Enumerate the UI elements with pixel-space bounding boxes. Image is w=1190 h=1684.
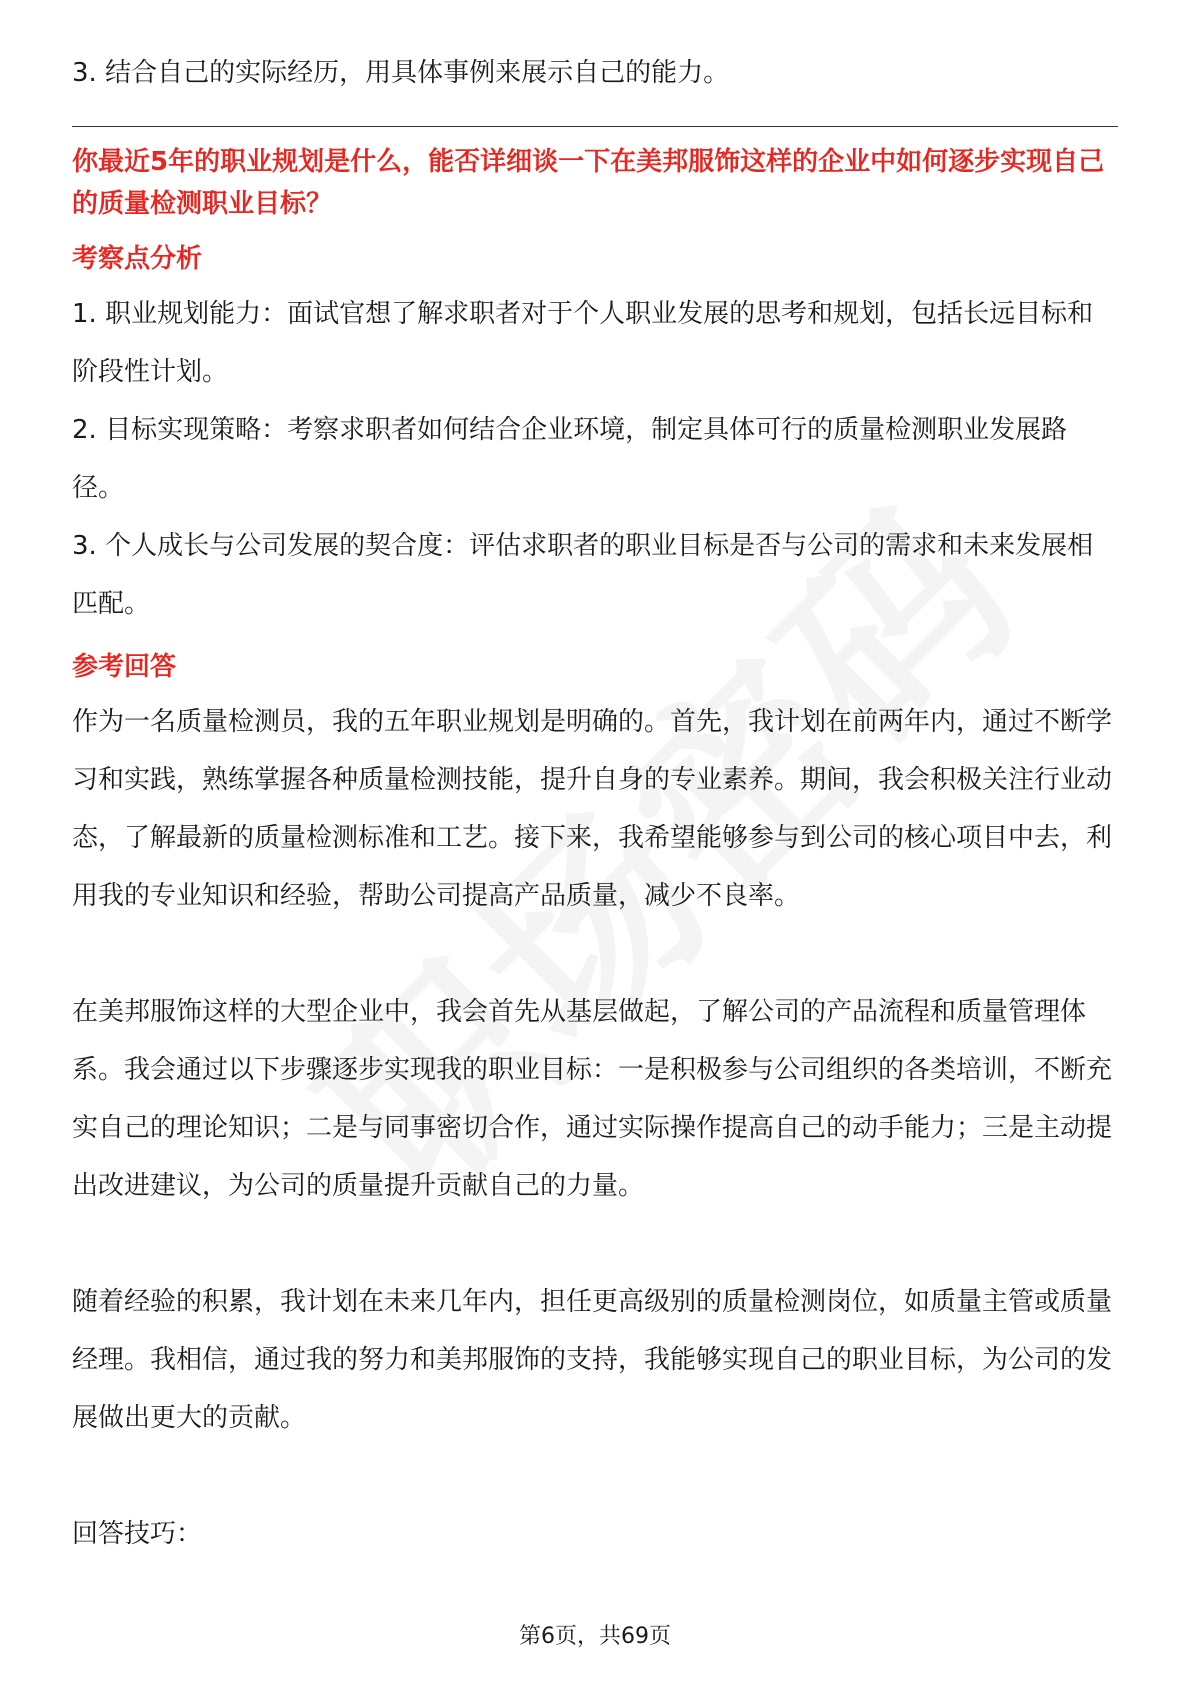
answer-paragraph-1: 作为一名质量检测员，我的五年职业规划是明确的。首先，我计划在前两年内，通过不断学习和实践，熟练掌握各种质量检测技能，提升自身的专业素养。期间，我会积极关注行业动态，了解最新的质量检测标准和工艺。接下来，我希望能够参与到公司的核心项目中去，利用我的专业知识和经验，帮助公司提高产品质量，减少不良率。 (72, 707, 1113, 911)
analysis-item-3: 3. 个人成长与公司发展的契合度：评估求职者的职业目标是否与公司的需求和未来发展相匹配。 (72, 531, 1094, 619)
paragraph-spacer (72, 1447, 1118, 1505)
paragraph-spacer (72, 925, 1118, 983)
tips-label: 回答技巧： (72, 1519, 203, 1549)
paragraph-spacer (72, 1215, 1118, 1273)
section-divider (72, 126, 1118, 127)
answer-paragraph-3: 随着经验的积累，我计划在未来几年内，担任更高级别的质量检测岗位，如质量主管或质量经理。我相信，通过我的努力和美邦服饰的支持，我能够实现自己的职业目标，为公司的发展做出更大的贡献。 (72, 1287, 1113, 1433)
page-footer: 第6页，共69页 (519, 1624, 671, 1649)
analysis-item-2: 2. 目标实现策略：考察求职者如何结合企业环境，制定具体可行的质量检测职业发展路径。 (72, 415, 1068, 503)
answer-title: 参考回答 (72, 652, 177, 682)
analysis-item-1: 1. 职业规划能力：面试官想了解求职者对于个人职业发展的思考和规划，包括长远目标和阶段性计划。 (72, 299, 1094, 387)
question-heading: 你最近5年的职业规划是什么，能否详细谈一下在美邦服饰这样的企业中如何逐步实现自己的质量检测职业目标？ (72, 147, 1105, 219)
answer-paragraph-2: 在美邦服饰这样的大型企业中，我会首先从基层做起，了解公司的产品流程和质量管理体系。我会通过以下步骤逐步实现我的职业目标：一是积极参与公司组织的各类培训，不断充实自己的理论知识；二是与同事密切合作，通过实际操作提高自己的动手能力；三是主动提出改进建议，为公司的质量提升贡献自己的力量。 (72, 997, 1113, 1201)
page-content (72, 44, 1118, 1563)
top-list-item: 3. 结合自己的实际经历，用具体事例来展示自己的能力。 (72, 58, 730, 88)
analysis-title: 考察点分析 (72, 244, 203, 274)
